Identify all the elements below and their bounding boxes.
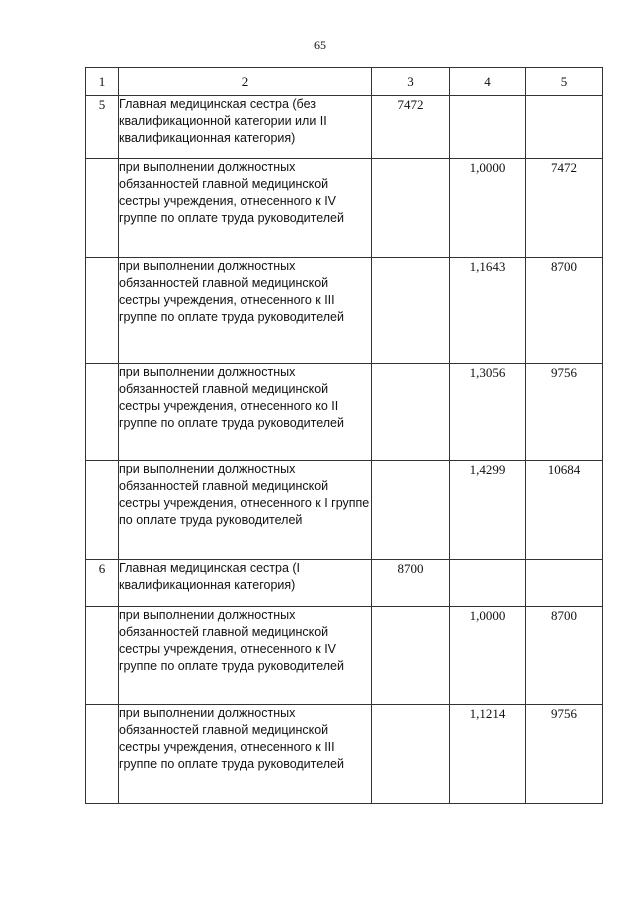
base-salary-cell xyxy=(372,607,450,705)
header-cell: 2 xyxy=(119,68,372,96)
base-salary-cell: 7472 xyxy=(372,96,450,159)
position-name-cell: при выполнении должностных обязанностей главной медицинской сестры учреждения, отнесенного к III группе по оплате труда руководителей xyxy=(119,705,372,804)
table-row xyxy=(86,607,603,705)
salary-cell xyxy=(526,96,603,159)
page-number: 65 xyxy=(314,38,326,52)
table-row xyxy=(86,159,603,258)
position-name-cell: при выполнении должностных обязанностей главной медицинской сестры учреждения, отнесенного к IV группе по оплате труда руководителей xyxy=(119,159,372,258)
coefficient-cell xyxy=(450,96,526,159)
position-name-cell: при выполнении должностных обязанностей главной медицинской сестры учреждения, отнесенного к IV группе по оплате труда руководителей xyxy=(119,607,372,705)
row-number-cell xyxy=(86,258,119,364)
row-number-cell xyxy=(86,364,119,461)
coefficient-cell: 1,0000 xyxy=(450,607,526,705)
salary-cell: 9756 xyxy=(526,705,603,804)
table-row xyxy=(86,560,603,607)
salary-cell xyxy=(526,560,603,607)
row-number-cell: 5 xyxy=(86,96,119,159)
header-cell: 5 xyxy=(526,68,603,96)
coefficient-cell xyxy=(450,560,526,607)
position-name-cell: Главная медицинская сестра (без квалификационной категории или II квалификационная категория) xyxy=(119,96,372,159)
salary-cell: 7472 xyxy=(526,159,603,258)
table-row xyxy=(86,258,603,364)
coefficient-cell: 1,3056 xyxy=(450,364,526,461)
position-name-cell: Главная медицинская сестра (I квалификационная категория) xyxy=(119,560,372,607)
position-name-cell: при выполнении должностных обязанностей главной медицинской сестры учреждения, отнесенного к III группе по оплате труда руководителей xyxy=(119,258,372,364)
header-cell: 1 xyxy=(86,68,119,96)
coefficient-cell: 1,4299 xyxy=(450,461,526,560)
base-salary-cell xyxy=(372,258,450,364)
salary-cell: 9756 xyxy=(526,364,603,461)
salary-cell: 8700 xyxy=(526,258,603,364)
header-cell: 3 xyxy=(372,68,450,96)
base-salary-cell xyxy=(372,364,450,461)
salary-table xyxy=(85,67,603,804)
row-number-cell xyxy=(86,607,119,705)
position-name-cell: при выполнении должностных обязанностей главной медицинской сестры учреждения, отнесенного ко II группе по оплате труда руководителей xyxy=(119,364,372,461)
table-row xyxy=(86,705,603,804)
base-salary-cell xyxy=(372,705,450,804)
base-salary-cell xyxy=(372,461,450,560)
table-row xyxy=(86,461,603,560)
base-salary-cell: 8700 xyxy=(372,560,450,607)
position-name-cell: при выполнении должностных обязанностей главной медицинской сестры учреждения, отнесенного к I группе по оплате труда руководителей xyxy=(119,461,372,560)
table-row xyxy=(86,96,603,159)
salary-cell: 10684 xyxy=(526,461,603,560)
coefficient-cell: 1,1214 xyxy=(450,705,526,804)
row-number-cell xyxy=(86,159,119,258)
table-header-row xyxy=(86,68,603,96)
coefficient-cell: 1,0000 xyxy=(450,159,526,258)
row-number-cell: 6 xyxy=(86,560,119,607)
header-cell: 4 xyxy=(450,68,526,96)
row-number-cell xyxy=(86,705,119,804)
base-salary-cell xyxy=(372,159,450,258)
coefficient-cell: 1,1643 xyxy=(450,258,526,364)
salary-cell: 8700 xyxy=(526,607,603,705)
table-row xyxy=(86,364,603,461)
row-number-cell xyxy=(86,461,119,560)
